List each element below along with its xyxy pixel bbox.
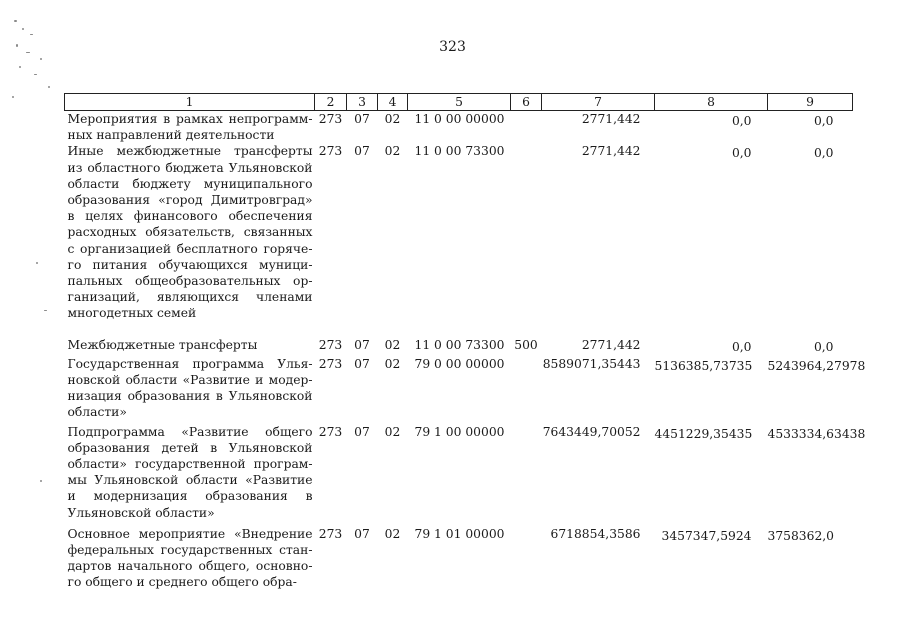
row-name: Подпрограмма «Развитие общего образования детей в Ульяновской области» государственной програм-мы Ульяновской области «Развитие и модернизация образования в Ульяновской области» [67,424,313,520]
cell-amount-year1: 2771,442 [581,112,641,126]
cell-amount-year3: 0,0 [813,146,834,161]
row-name: Иные межбюджетные трансферты из областного бюджета Ульяновской области бюджету муниципального образования «город Димитровград» в целях финансового обеспечения расходных обязательств, связанных с организацией бесплатного горяче-го питания обучающихся муници-пальных общеобразовательных ор-ганизаций, являющихся членами многодетных семей [67,144,313,321]
cell-amount-year2: 0,0 [731,146,752,161]
cell-amount-year2: 0,0 [731,340,752,355]
cell-rz: 07 [354,338,370,353]
cell-amount-year1: 8589071,35443 [542,356,641,371]
table-header-row [65,94,853,111]
row-name: Основное мероприятие «Внедрение федеральных государственных стан-дартов начального общего, основно-го общего и среднего общего обра- [67,526,313,590]
cell-rz: 07 [354,356,370,371]
header-cell: 2 [315,94,347,111]
header-cell: 3 [347,94,378,111]
cell-csr: 79 0 00 00000 [414,356,505,371]
table-row [65,424,853,526]
cell-rz: 07 [354,424,370,439]
header-cell: 1 [65,94,315,111]
cell-pr: 02 [384,526,401,541]
cell-ved: 273 [318,424,343,439]
cell-csr: 79 1 00 00000 [414,424,505,439]
cell-amount-year3: 0,0 [813,114,834,128]
cell-pr: 02 [384,144,401,159]
cell-vr [511,356,542,424]
cell-amount-year2: 3457347,5924 [661,528,752,543]
cell-amount-year3: 0,0 [813,340,834,355]
cell-rz: 07 [354,144,370,159]
cell-vr [511,526,542,594]
row-name: Межбюджетные трансферты [67,338,258,353]
table-row [65,143,853,337]
cell-csr: 79 1 01 00000 [414,526,505,541]
cell-amount-year2: 0,0 [731,114,752,128]
cell-amount-year1: 2771,442 [581,144,641,159]
header-cell: 8 [655,94,768,111]
cell-csr: 11 0 00 73300 [414,338,505,353]
cell-csr: 11 0 00 00000 [414,112,505,126]
cell-vr [511,424,542,526]
cell-vr: 500 [514,338,538,353]
cell-rz: 07 [354,112,370,126]
row-name: Мероприятия в рамках непрограмм-ных направлений деятельности [67,112,313,143]
cell-pr: 02 [384,112,401,126]
header-cell: 7 [542,94,655,111]
cell-vr [511,143,542,337]
cell-pr: 02 [384,356,401,371]
cell-csr: 11 0 00 73300 [414,144,505,159]
cell-amount-year1: 7643449,70052 [542,424,641,439]
cell-pr: 02 [384,424,401,439]
table-row [65,526,853,594]
cell-ved: 273 [318,144,343,159]
cell-ved: 273 [318,112,343,126]
cell-ved: 273 [318,356,343,371]
page-number: 323 [439,39,466,55]
header-cell: 5 [408,94,511,111]
table-row [65,111,853,144]
cell-amount-year1: 2771,442 [581,338,641,353]
table-row [65,356,853,424]
cell-pr: 02 [384,338,401,353]
header-cell: 4 [378,94,408,111]
cell-amount-year3: 5243964,27978 [767,358,866,373]
cell-amount-year2: 4451229,35435 [654,426,753,441]
cell-amount-year3: 3758362,0 [767,528,834,543]
budget-table [64,93,866,594]
row-name: Государственная программа Улья-новской области «Развитие и модер-низация образования в Ульяновской области» [67,356,313,420]
cell-vr [511,111,542,144]
cell-ved: 273 [318,338,343,353]
table-row [65,337,853,355]
cell-amount-year2: 5136385,73735 [654,358,753,373]
cell-ved: 273 [318,526,343,541]
cell-rz: 07 [354,526,370,541]
cell-amount-year1: 6718854,3586 [550,526,641,541]
cell-amount-year3: 4533334,63438 [767,426,866,441]
header-cell: 6 [511,94,542,111]
header-cell: 9 [768,94,853,111]
